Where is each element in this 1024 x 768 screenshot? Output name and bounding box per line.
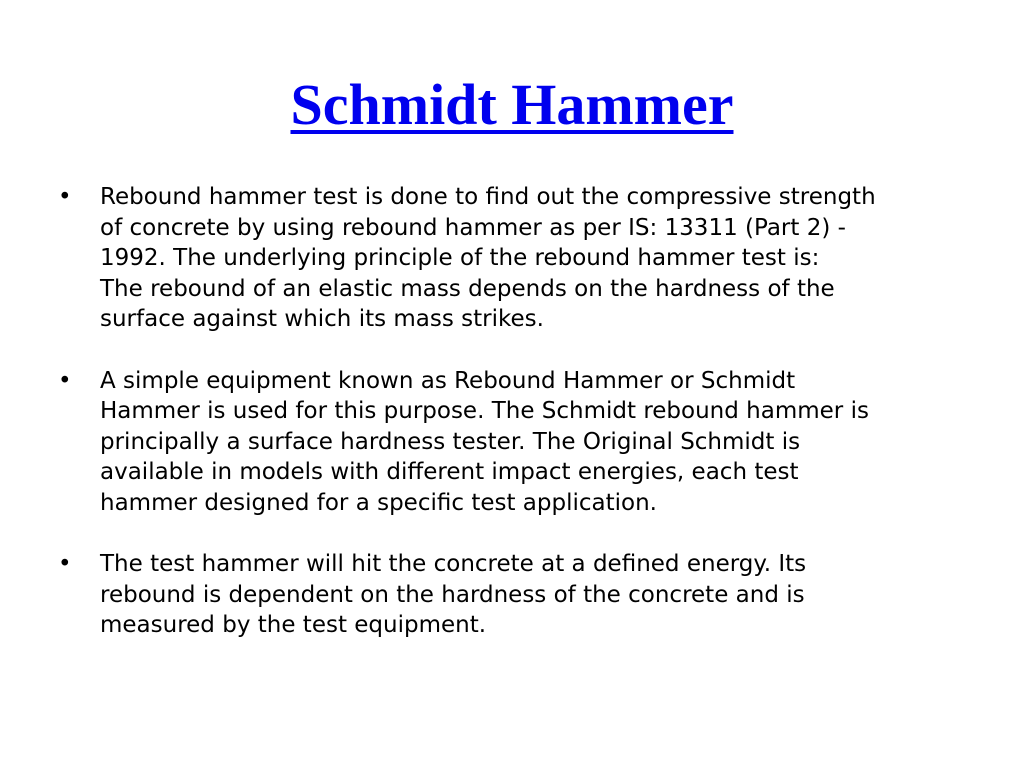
- bullet-text-line: Rebound hammer test is done to find out the compressive strength: [100, 184, 876, 210]
- bullet-text-line: rebound is dependent on the hardness of the concrete and is: [100, 581, 805, 608]
- bullet-text-line: A simple equipment known as Rebound Hammer or Schmidt: [100, 367, 796, 394]
- bullet-item: [58, 182, 958, 335]
- bullet-item: [58, 366, 958, 519]
- bullet-text-line: available in models with different impact energies, each test: [100, 459, 799, 486]
- bullet-text-line: The rebound of an elastic mass depends on the hardness of the: [100, 275, 835, 302]
- slide-title: Schmidt Hammer: [290, 72, 734, 137]
- bullet-item: [58, 549, 958, 641]
- bullet-icon: •: [58, 551, 72, 578]
- bullet-text-line: 1992. The underlying principle of the rebound hammer test is:: [100, 245, 820, 272]
- bullet-text-line: The test hammer will hit the concrete at a defined energy. Its: [100, 551, 807, 578]
- bullet-icon: •: [58, 367, 72, 394]
- bullet-icon: •: [58, 184, 72, 210]
- bullet-text-line: surface against which its mass strikes.: [100, 306, 544, 333]
- bullet-text-line: measured by the test equipment.: [100, 612, 487, 639]
- bullet-text-line: Hammer is used for this purpose. The Schmidt rebound hammer is: [100, 398, 869, 425]
- bullet-list: [58, 182, 958, 672]
- bullet-text-line: principally a surface hardness tester. The Original Schmidt is: [100, 428, 801, 455]
- bullet-text-line: hammer designed for a specific test application.: [100, 489, 657, 516]
- bullet-text-line: of concrete by using rebound hammer as per IS: 13311 (Part 2) -: [100, 214, 846, 241]
